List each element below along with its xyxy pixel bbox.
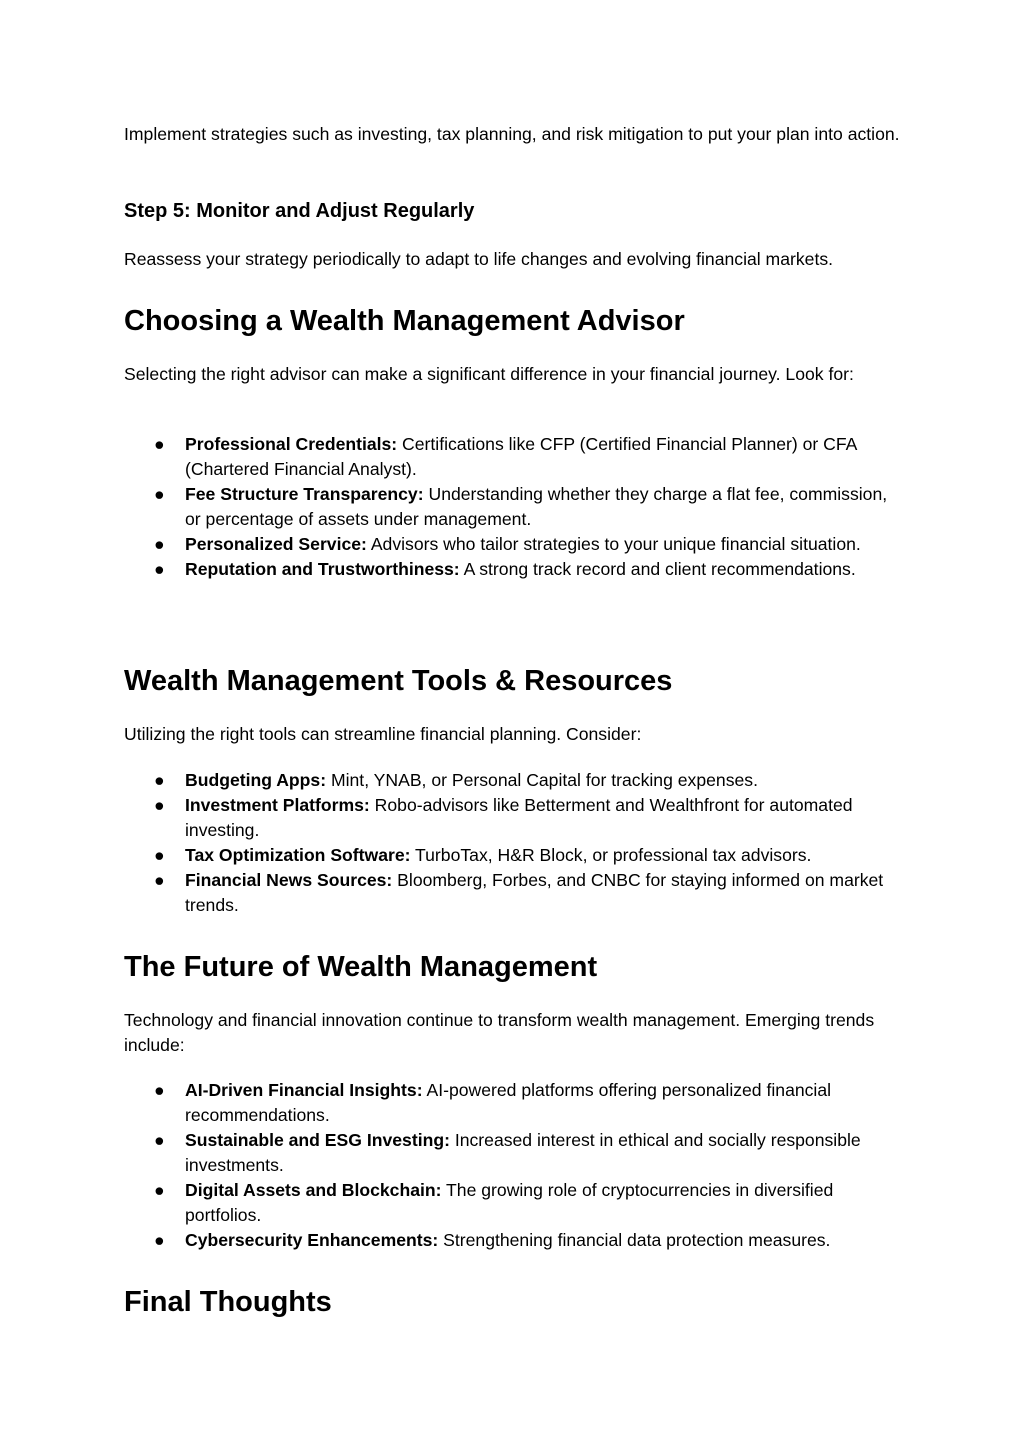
- bullet-icon: ●: [154, 770, 165, 790]
- list-item-term: Budgeting Apps:: [185, 770, 327, 790]
- list-item: [124, 843, 904, 868]
- step5-heading: Step 5: Monitor and Adjust Regularly: [124, 200, 475, 222]
- list-item: [124, 557, 904, 582]
- list-item-term: Reputation and Trustworthiness:: [185, 559, 460, 579]
- bullet-icon: ●: [154, 434, 165, 454]
- list-item: [124, 482, 904, 532]
- bullet-icon: ●: [154, 1180, 165, 1200]
- final-heading: Final Thoughts: [124, 1286, 332, 1318]
- bullet-icon: ●: [154, 534, 165, 554]
- list-item: [124, 432, 904, 482]
- intro-paragraph: Implement strategies such as investing, tax planning, and risk mitigation to put your plan into action.: [124, 124, 900, 144]
- list-item-text: The growing role of cryptocurrencies in diversified portfolios.: [185, 1180, 834, 1225]
- list-item-text: Understanding whether they charge a flat fee, commission, or percentage of assets under management.: [185, 484, 888, 529]
- list-item-term: Sustainable and ESG Investing:: [185, 1130, 450, 1150]
- bullet-icon: ●: [154, 484, 165, 504]
- bullet-icon: ●: [154, 1130, 165, 1150]
- bullet-icon: ●: [154, 870, 165, 890]
- bullet-icon: ●: [154, 1230, 165, 1250]
- list-item-term: AI-Driven Financial Insights:: [185, 1080, 423, 1100]
- list-item: [124, 1128, 904, 1178]
- advisor-paragraph: Selecting the right advisor can make a significant difference in your financial journey. Look for:: [124, 364, 854, 384]
- list-item-term: Professional Credentials:: [185, 434, 398, 454]
- bullet-icon: ●: [154, 559, 165, 579]
- list-item-term: Cybersecurity Enhancements:: [185, 1230, 439, 1250]
- bullet-icon: ●: [154, 845, 165, 865]
- future-paragraph: Technology and financial innovation continue to transform wealth management. Emerging trends include:: [124, 1010, 875, 1055]
- list-item-term: Fee Structure Transparency:: [185, 484, 424, 504]
- list-item-term: Tax Optimization Software:: [185, 845, 411, 865]
- list-item-text: TurboTax, H&R Block, or professional tax advisors.: [410, 845, 812, 865]
- list-item-term: Investment Platforms:: [185, 795, 370, 815]
- future-list: [124, 1078, 904, 1253]
- list-item-text: Increased interest in ethical and socially responsible investments.: [185, 1130, 861, 1175]
- list-item: [124, 1178, 904, 1228]
- tools-paragraph: Utilizing the right tools can streamline financial planning. Consider:: [124, 724, 642, 744]
- list-item-text: Robo-advisors like Betterment and Wealthfront for automated investing.: [185, 795, 853, 840]
- bullet-icon: ●: [154, 1080, 165, 1100]
- list-item: [124, 532, 904, 557]
- list-item-text: A strong track record and client recommendations.: [459, 559, 856, 579]
- list-item-term: Personalized Service:: [185, 534, 367, 554]
- list-item-text: Mint, YNAB, or Personal Capital for tracking expenses.: [326, 770, 758, 790]
- list-item: [124, 868, 904, 918]
- tools-list: [124, 768, 904, 918]
- list-item: [124, 1078, 904, 1128]
- list-item: [124, 1228, 904, 1253]
- advisor-heading: Choosing a Wealth Management Advisor: [124, 305, 685, 337]
- list-item: [124, 768, 904, 793]
- list-item-text: Advisors who tailor strategies to your unique financial situation.: [366, 534, 861, 554]
- tools-heading: Wealth Management Tools & Resources: [124, 665, 673, 697]
- future-heading: The Future of Wealth Management: [124, 951, 598, 983]
- list-item-text: Bloomberg, Forbes, and CNBC for staying informed on market trends.: [185, 870, 884, 915]
- list-item-term: Digital Assets and Blockchain:: [185, 1180, 442, 1200]
- list-item-text: AI-powered platforms offering personalized financial recommendations.: [185, 1080, 832, 1125]
- list-item-term: Financial News Sources:: [185, 870, 393, 890]
- advisor-list: [124, 432, 904, 582]
- list-item: [124, 793, 904, 843]
- step5-paragraph: Reassess your strategy periodically to adapt to life changes and evolving financial markets.: [124, 249, 834, 269]
- list-item-text: Certifications like CFP (Certified Financial Planner) or CFA (Chartered Financial Analyst).: [185, 434, 857, 479]
- bullet-icon: ●: [154, 795, 165, 815]
- list-item-text: Strengthening financial data protection measures.: [438, 1230, 831, 1250]
